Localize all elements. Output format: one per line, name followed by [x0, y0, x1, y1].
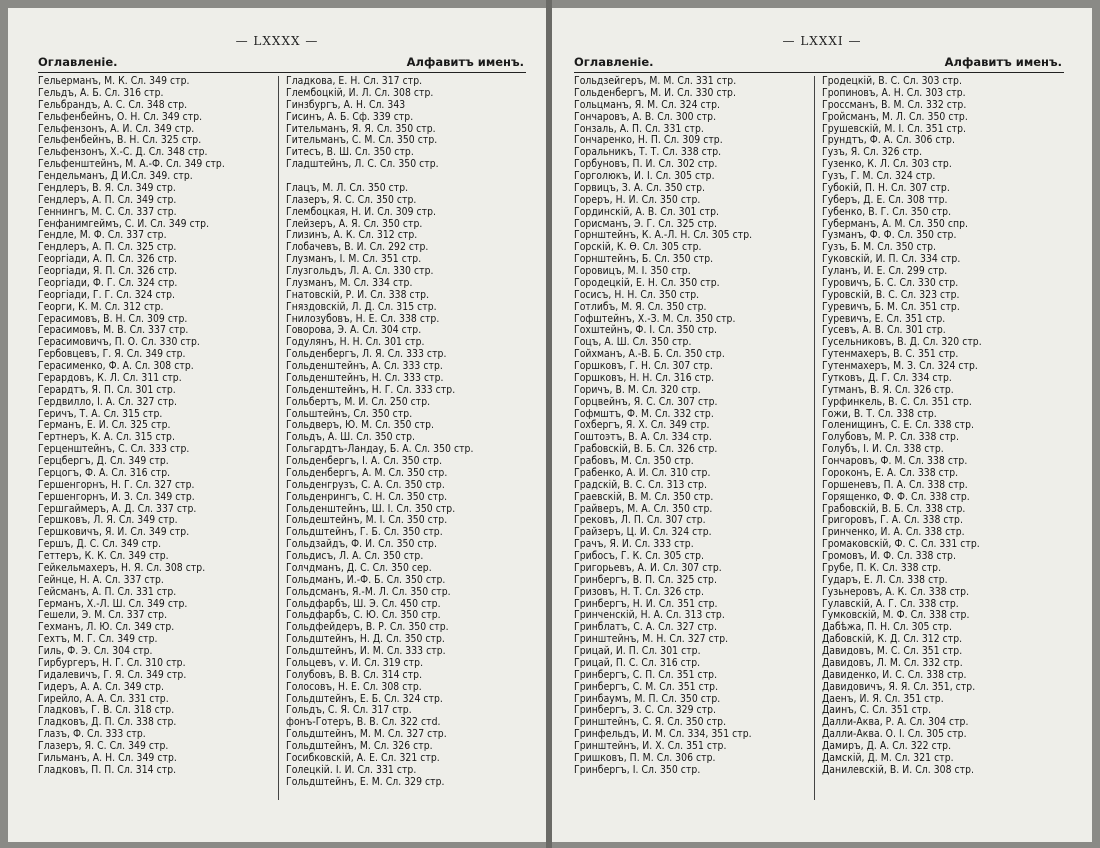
index-entry: Герасименко, Ф. А. Сл. 308 стр. — [38, 360, 194, 372]
index-entry: Горвицъ, З. А. Сл. 350 стр. — [574, 181, 706, 194]
index-entry: Гольгардтъ-Ландау, Б. А. Сл. 350 стр. — [286, 443, 474, 456]
index-entry: Гринштейнъ, М. Н. Сл. 327 стр. — [574, 633, 729, 646]
index-entry: Гельдъ, А. Б. Сл. 316 стр. — [38, 86, 164, 99]
index-entry: Данилевскій, В. И. Сл. 308 стр. — [822, 763, 975, 776]
index-entry: Гутковъ, Д. Г. Сл. 334 стр. — [822, 371, 952, 384]
index-entry: Готлибъ, М. Я. Сл. 350 стр. — [574, 300, 707, 313]
index-entry: Гринблатъ, С. А. Сл. 327 стр. — [574, 621, 717, 634]
index-entry: Грабовскій, В. Б. Сл. 326 стр. — [574, 443, 718, 456]
header-index: Алфавитъ именъ. — [944, 55, 1062, 69]
index-entry: Грековъ, Л. П. Сл. 307 стр. — [574, 514, 706, 527]
index-entry: Гинзбургъ, А. Н. Сл. 343 — [286, 98, 406, 111]
index-entry: Гольденштейнъ, Ш. І. Сл. 350 стр. — [286, 502, 456, 515]
index-entry: Глазъ, Ф. Сл. 333 стр. — [38, 728, 146, 741]
index-entry: Горовицъ, М. І. 350 стр. — [574, 265, 691, 277]
index-entry: Гладковъ, Д. П. Сл. 338 стр. — [38, 716, 177, 729]
index-entry: Гусельниковъ, В. Д. Сл. 320 стр. — [822, 336, 982, 349]
index-entry: Гольденбергъ, А. М. Сл. 350 стр. — [286, 466, 448, 479]
index-entry: Германъ, Е. И. Сл. 325 стр. — [38, 419, 171, 432]
index-entry: Гончаровъ, А. В. Сл. 300 стр. — [574, 110, 717, 123]
index-entry: Глейзеръ, А. Я. Сл. 350 стр. — [286, 217, 423, 230]
index-entry: Гольденбергъ, М. И. Сл. 330 стр. — [574, 86, 736, 99]
index-entry: Гузенко, К. Л. Сл. 303 стр. — [822, 158, 952, 171]
index-entry: Госибковскій, А. Е. Сл. 321 стр. — [286, 751, 440, 764]
index-entry: Гешели, Э. М. Сл. 337 стр. — [38, 609, 168, 622]
index-entry: Гринбергъ, Н. И. Сл. 351 стр. — [574, 597, 718, 610]
index-entry: Гореръ, Н. И. Сл. 350 стр. — [574, 193, 701, 206]
index-entry: Гольдештейнъ, М. І. Сл. 350 стр. — [286, 514, 448, 527]
index-entry: Гольштейнъ, Сл. 350 стр. — [286, 407, 413, 420]
index-entry: Давидовъ, М. С. Сл. 351 стр. — [822, 645, 963, 657]
index-entry: Гельбрандъ, А. С. Сл. 348 стр. — [38, 98, 188, 111]
index-entry: Годулянъ, Н. Н. Сл. 301 стр. — [286, 336, 425, 349]
index-entry: Гершенгорнъ, И. З. Сл. 349 стр. — [38, 490, 195, 503]
index-entry: Гусевъ, А. В. Сл. 301 стр. — [822, 324, 946, 337]
index-entry: Глацъ, М. Л. Сл. 350 стр. — [286, 181, 409, 194]
right-page — [552, 8, 1092, 842]
column-divider — [814, 76, 815, 800]
index-entry: Грибосъ, Г. К. Сл. 305 стр. — [574, 550, 705, 562]
index-entry: Гулавскій, А. Г. Сл. 338 стр. — [822, 597, 959, 610]
index-entry: Горбуновъ, П. И. Сл. 302 стр. — [574, 158, 718, 171]
index-entry: Герасимовъ, М. В. Сл. 337 стр. — [38, 324, 189, 337]
index-entry: Глузманъ, І. М. Сл. 351 стр. — [286, 253, 422, 266]
column-right — [286, 76, 526, 789]
index-entry: Даинъ, С. Сл. 351 стр. — [822, 704, 932, 717]
index-entry: Гринченскій, Н. А. Сл. 313 стр. — [574, 609, 725, 622]
index-entry: Гроссманъ, В. М. Сл. 332 стр. — [822, 98, 967, 111]
index-entry: Гутенмахеръ, М. З. Сл. 324 стр. — [822, 360, 978, 372]
index-entry: Гладковъ, Г. В. Сл. 318 стр. — [38, 704, 175, 717]
page-number: — LXXXI — — [782, 34, 862, 48]
index-entry: Горцвейнъ, Я. С. Сл. 307 стр. — [574, 395, 718, 408]
index-entry: Голубовъ, М. Р. Сл. 338 стр. — [822, 431, 959, 444]
index-entry: Григоровъ, Г. А. Сл. 338 стр. — [822, 514, 963, 527]
index-entry: Георги, К. М. Сл. 312 стр. — [38, 300, 164, 313]
index-entry: Гендлеръ, А. П. Сл. 349 стр. — [38, 193, 177, 206]
index-entry: Гельерманъ, М. К. Сл. 349 стр. — [38, 75, 190, 87]
index-entry: Гожи, В. Т. Сл. 338 стр. — [822, 407, 937, 420]
index-entry: Гельфензонъ, Х.-С. Д. Сл. 348 стр. — [38, 146, 208, 159]
index-entry: Горисманъ, Э. Г. Сл. 325 стр. — [574, 217, 718, 230]
index-entry: Георгіади, Ф. Г. Сл. 324 стр. — [38, 276, 178, 289]
column-left — [574, 76, 814, 777]
index-entry: Гольдштейнъ, Е. Б. Сл. 324 стр. — [286, 692, 443, 705]
index-entry: Давиденко, И. С. Сл. 338 стр. — [822, 668, 967, 681]
index-entry: Гительманъ, С. М. Сл. 350 стр. — [286, 134, 438, 147]
index-entry: Гринченко, И. А. Сл. 338 стр. — [822, 526, 965, 539]
column-left — [38, 76, 278, 777]
index-entry: Гришковъ, П. М. Сл. 306 стр. — [574, 751, 716, 764]
index-entry: Грицай, П. С. Сл. 316 стр. — [574, 656, 701, 669]
index-entry: Грубе, П. К. Сл. 338 стр. — [822, 561, 942, 574]
index-entry: Гладштейнъ, Л. С. Сл. 350 стр. — [286, 158, 439, 171]
header-rule — [38, 72, 526, 73]
index-entry: Гитесъ, В. Ш. Сл. 350 стр. — [286, 146, 414, 159]
index-entry: Глизинъ, А. К. Сл. 312 стр. — [286, 229, 418, 242]
index-entry: фонъ-Готеръ, В. В. Сл. 322 стd. — [286, 716, 441, 729]
header-contents: Оглавленіе. — [574, 55, 654, 69]
index-entry: Гендлеръ, А. П. Сл. 325 стр. — [38, 241, 177, 254]
index-entry: Дабовскій, К. Д. Сл. 312 стр. — [822, 633, 963, 646]
index-entry: Давидовъ, Л. М. Сл. 332 стр. — [822, 656, 963, 669]
index-entry: Гняздовскій, Л. Д. Сл. 315 стр. — [286, 300, 437, 313]
index-entry: Гендлеръ, В. Я. Сл. 349 стр. — [38, 181, 176, 194]
index-entry: Дамскій, Д. М. Сл. 321 стр. — [822, 751, 954, 764]
index-entry: Горскій, К. Ѳ. Сл. 305 стр. — [574, 241, 702, 254]
index-entry: Гольцевъ, ѵ. И. Сл. 319 стр. — [286, 656, 424, 669]
header-rule — [574, 72, 1064, 73]
index-entry: Генфанимгеймъ, С. И. Сл. 349 стр. — [38, 217, 210, 230]
index-entry: Гольденштейнъ, Н. Сл. 333 стр. — [286, 371, 444, 384]
index-entry: Гройсманъ, М. Л. Сл. 350 стр. — [822, 110, 968, 123]
index-entry: Гершковъ, Л. Я. Сл. 349 стр. — [38, 514, 178, 527]
index-entry: Гительманъ, Я. Я. Сл. 350 стр. — [286, 122, 436, 135]
index-entry: Глембоцкій, И. Л. Сл. 308 стр. — [286, 86, 434, 99]
index-entry: Гринбергъ, В. П. Сл. 325 стр. — [574, 573, 717, 586]
index-entry: Глембоцкая, Н. И. Сл. 309 стр. — [286, 205, 437, 218]
index-entry: Гоцъ, А. Ш. Сл. 350 стр. — [574, 336, 692, 349]
index-entry: Гонзаль, А. П. Сл. 331 стр. — [574, 122, 704, 135]
index-entry: Гольдзейгеръ, М. М. Сл. 331 стр. — [574, 75, 737, 87]
index-entry: Герцбергъ, Д. Сл. 349 стр. — [38, 455, 169, 467]
index-entry: Громаковскій, Ф. С. Сл. 331 стр. — [822, 538, 980, 551]
index-entry: Горнштейнъ, К. А.-Л. Н. Сл. 305 стр. — [574, 229, 753, 242]
index-entry: Гейкельмахеръ, Н. Я. Сл. 308 стр. — [38, 561, 206, 574]
index-entry: Гольденгрузъ, С. А. Сл. 350 стр. — [286, 478, 445, 491]
index-entry: Грайверъ, М. А. Сл. 350 стр. — [574, 502, 713, 515]
index-entry: Гохштейнъ, Ф. І. Сл. 350 стр. — [574, 324, 718, 337]
index-entry: Глазеръ, Я. С. Сл. 350 стр. — [286, 193, 417, 206]
index-entry: Гумковскій, М. Ф. Сл. 338 стр. — [822, 609, 970, 622]
index-entry: Гельфенштейнъ, М. А.-Ф. Сл. 349 стр. — [38, 158, 225, 171]
index-entry: Горнштейнъ, Б. Сл. 350 стр. — [574, 253, 714, 266]
index-entry: Громовъ, И. Ф. Сл. 338 стр. — [822, 550, 956, 562]
index-entry: Герасимовичъ, П. О. Сл. 330 стр. — [38, 336, 200, 349]
index-entry: Гирейло, А. А. Сл. 331 стр. — [38, 692, 169, 705]
index-entry: Геричъ, Т. А. Сл. 315 стр. — [38, 407, 163, 420]
index-entry: Гершенгорнъ, Н. Г. Сл. 327 стр. — [38, 478, 195, 491]
index-entry: Гординскій, А. В. Сл. 301 стр. — [574, 205, 720, 218]
index-entry: Гидалевичъ, Г. Я. Сл. 349 стр. — [38, 668, 187, 681]
index-entry: Гольдманъ, И.-Ф. Б. Сл. 350 стр. — [286, 573, 446, 586]
index-entry: Гуревичъ, Е. Сл. 351 стр. — [822, 312, 946, 325]
index-entry: Гутенмахеръ, В. С. 351 стр. — [822, 348, 959, 361]
index-entry: Герценштейнъ, С. Сл. 333 стр. — [38, 443, 190, 456]
index-entry: Гольдштейнъ, И. М. Сл. 333 стр. — [286, 645, 446, 657]
index-entry: Гуланъ, И. Е. Сл. 299 стр. — [822, 265, 948, 277]
index-entry: Гуковскій, И. П. Сл. 334 стр. — [822, 253, 961, 266]
page-number: — LXXXX — — [235, 34, 319, 48]
index-entry: Голчдманъ, Д. С. Сл. 350 сер. — [286, 561, 432, 574]
index-entry: Дабѣжа, П. Н. Сл. 305 стр. — [822, 621, 952, 634]
index-entry: Георгіади, А. П. Сл. 326 стр. — [38, 253, 178, 266]
index-entry: Горшковъ, Г. Н. Сл. 307 стр. — [574, 360, 713, 372]
index-entry: Грабовъ, М. Сл. 350 стр. — [574, 455, 694, 467]
index-entry: Говорова, Э. А. Сл. 304 стр. — [286, 324, 422, 337]
index-entry: Гольдфарбъ, Ш. Э. Сл. 450 стр. — [286, 597, 441, 610]
index-entry: Гринштейнъ, И. Х. Сл. 351 стр. — [574, 740, 727, 752]
column-right — [822, 76, 1062, 777]
index-entry: Давидовичъ, Я. Я. Сл. 351, стр. — [822, 680, 976, 693]
index-entry: Гутманъ, В. Я. Сл. 326 стр. — [822, 383, 954, 396]
index-entry: Горященко, Ф. Ф. Сл. 338 стр. — [822, 490, 970, 503]
index-entry: Голубъ, І. И. Сл. 338 стр. — [822, 443, 944, 456]
index-entry: Горичъ, В. М. Сл. 320 стр. — [574, 383, 701, 396]
index-entry: Гольдзайдъ, Ф. И. Сл. 350 стр. — [286, 538, 437, 551]
index-entry: Гербовцевъ, Г. Я. Сл. 349 стр. — [38, 348, 186, 361]
index-entry: Гольденштейнъ, А. Сл. 333 стр. — [286, 360, 443, 372]
index-entry: Гольдштейнъ, Н. Д. Сл. 350 стр. — [286, 633, 445, 646]
index-entry: Гнилозубовъ, Н. Е. Сл. 338 стр. — [286, 312, 440, 325]
index-entry: Глазеръ, Я. С. Сл. 349 стр. — [38, 740, 169, 752]
index-entry: Гузъ, Б. М. Сл. 350 стр. — [822, 241, 937, 254]
index-entry: Грицай, И. П. Сл. 301 стр. — [574, 645, 701, 657]
index-entry: Грушевскій, М. І. Сл. 351 стр. — [822, 122, 967, 135]
index-entry: Гузъ, Г. М. Сл. 324 стр. — [822, 170, 936, 182]
index-entry: Геннингъ, М. С. Сл. 337 стр. — [38, 205, 177, 218]
index-entry: Гороконъ, Е. А. Сл. 338 стр. — [822, 466, 959, 479]
index-entry: Голенищинъ, С. Е. Сл. 338 стр. — [822, 419, 975, 432]
index-entry: Гольбертъ, М. И. Сл. 250 стр. — [286, 395, 431, 408]
index-entry: Гропиновъ, А. Н. Сл. 303 стр. — [822, 86, 966, 99]
index-entry: Гольдверъ, Ю. М. Сл. 350 стр. — [286, 419, 434, 432]
index-entry: Гольденштейнъ, Н. Г. Сл. 333 стр. — [286, 383, 456, 396]
index-entry: Гендле, М. Ф. Сл. 337 стр. — [38, 229, 167, 242]
index-entry: Гольдсманъ, Я.-М. Л. Сл. 350 стр. — [286, 585, 451, 598]
index-entry: Гончаренко, Н. П. Сл. 309 стр. — [574, 134, 723, 147]
index-entry: Геттеръ, К. К. Сл. 349 стр. — [38, 550, 169, 562]
index-entry: Гродецкій, В. С. Сл. 303 стр. — [822, 75, 962, 87]
index-entry: Гринбергъ, С. М. Сл. 351 стр. — [574, 680, 719, 693]
index-entry: Дамиръ, Д. А. Сл. 322 стр. — [822, 740, 952, 752]
index-entry: Гладкова, Е. Н. Сл. 317 стр. — [286, 75, 423, 87]
index-entry: Гончаровъ, Ф. М. Сл. 338 стр. — [822, 455, 968, 467]
left-page — [8, 8, 546, 842]
index-entry: Далли-Аква. О. І. Сл. 305 стр. — [822, 728, 967, 741]
index-entry: Гладковъ, П. П. Сл. 314 стр. — [38, 763, 177, 776]
index-entry: Гольдштейнъ, Е. М. Сл. 329 стр. — [286, 775, 445, 788]
index-entry: Гольдштейнъ, Г. Б. Сл. 350 стр. — [286, 526, 443, 539]
index-entry: Гольдисъ, Л. А. Сл. 350 стр. — [286, 550, 424, 562]
index-entry: Голубовъ, В. В. Сл. 314 стр. — [286, 668, 423, 681]
index-entry: Гольдштейнъ, М. Сл. 326 стр. — [286, 740, 433, 752]
index-entry: Гидеръ, А. А. Сл. 349 стр. — [38, 680, 165, 693]
index-entry: Гердвилло, І. А. Сл. 327 стр. — [38, 395, 177, 408]
index-entry: Глузманъ, М. Сл. 334 стр. — [286, 276, 413, 289]
header-index: Алфавитъ именъ. — [406, 55, 524, 69]
index-entry: Гузьнеровъ, А. К. Сл. 338 стр. — [822, 585, 970, 598]
index-entry: Гринбергъ, З. С. Сл. 329 стр. — [574, 704, 717, 717]
index-entry: Губерманъ, А. М. Сл. 350 спр. — [822, 217, 968, 230]
index-entry: Гольдфарбъ, С. Ю. Сл. 350 стр. — [286, 609, 441, 622]
index-entry: Глобачевъ, В. И. Сл. 292 стр. — [286, 241, 429, 254]
index-entry: Гершъ, Д. С. Сл. 349 стр. — [38, 538, 162, 551]
header-contents: Оглавленіе. — [38, 55, 118, 69]
index-entry: Горшковъ, Н. Н. Сл. 316 стр. — [574, 371, 715, 384]
index-entry: Губокій, П. Н. Сл. 307 стр. — [822, 181, 950, 194]
index-entry: Георгіади, Я. П. Сл. 326 стр. — [38, 265, 178, 277]
index-entry: Граевскій, В. М. Сл. 350 стр. — [574, 490, 714, 503]
index-entry: Гринштейнъ, С. Я. Сл. 350 стр. — [574, 716, 727, 729]
index-entry: Гохбергъ, Я. Х. Сл. 349 стр. — [574, 419, 710, 432]
index-entry: Герцогъ, Ф. А. Сл. 316 стр. — [38, 466, 171, 479]
index-entry: Голосовъ, Н. Е. Сл. 308 стр. — [286, 680, 422, 693]
index-entry: Гринбергъ, С. П. Сл. 351 стр. — [574, 668, 718, 681]
index-entry: Гиль, Ф. Э. Сл. 304 стр. — [38, 645, 153, 657]
index-entry: Гехтъ, М. Г. Сл. 349 стр. — [38, 633, 158, 646]
index-entry: Гофштейнъ, Х.-З. М. Сл. 350 стр. — [574, 312, 736, 325]
index-entry: Гузманъ, Ф. Ф. Сл. 350 стр. — [822, 229, 957, 242]
index-entry: Гольдъ, А. Ш. Сл. 350 стр. — [286, 431, 416, 444]
index-entry: Гольденбергъ, І. А. Сл. 350 стр. — [286, 455, 443, 467]
index-entry: Гендельманъ, Д И.Сл. 349. стр. — [38, 170, 193, 182]
index-entry: Гейсманъ, А. П. Сл. 331 стр. — [38, 585, 177, 598]
index-entry: Грундтъ, Ф. А. Сл. 306 стр. — [822, 134, 955, 147]
index-entry: Гершгаймеръ, А. Д. Сл. 337 стр. — [38, 502, 197, 515]
index-entry: Гузъ, Я. Сл. 326 стр. — [822, 146, 923, 159]
index-entry: Гринфельдъ, И. М. Сл. 334, 351 стр. — [574, 728, 752, 741]
index-entry: Григорьевъ, А. И. Сл. 307 стр. — [574, 561, 722, 574]
index-entry: Гойхманъ, А.-В. Б. Сл. 350 стр. — [574, 348, 725, 361]
index-entry: Гринбаумъ, М. П. Сл. 350 стр. — [574, 692, 721, 705]
index-entry: Гертнеръ, К. А. Сл. 315 стр. — [38, 431, 175, 444]
index-entry: Гейнце, Н. А. Сл. 337 стр. — [38, 573, 164, 586]
index-entry: Гехманъ, Л. Ю. Сл. 349 стр. — [38, 621, 175, 634]
index-entry: Грайзеръ, Ц. И. Сл. 324 стр. — [574, 526, 712, 539]
index-entry: Гирбургеръ, Н. Г. Сл. 310 стр. — [38, 656, 186, 669]
index-entry: Гуровскій, В. С. Сл. 323 стр. — [822, 288, 960, 301]
index-entry: Грачъ, Я. И. Сл. 333 стр. — [574, 538, 694, 551]
index-entry: Гисинъ, А. Б. Сф. 339 стр. — [286, 110, 414, 123]
index-entry: Горголюкъ, И. І. Сл. 305 стр. — [574, 170, 715, 182]
index-entry: Голецкій. І. И. Сл. 331 стр. — [286, 763, 417, 776]
index-entry: Георгіади, Г. Г. Сл. 324 стр. — [38, 288, 176, 301]
index-entry: Гольденбергъ, Л. Я. Сл. 333 стр. — [286, 348, 447, 361]
index-entry: Гельфенбейнъ, О. Н. Сл. 349 стр. — [38, 110, 203, 123]
index-entry: Герасимовъ, В. Н. Сл. 309 стр. — [38, 312, 188, 325]
index-entry: Грабовскій, В. Б. Сл. 338 стр. — [822, 502, 966, 515]
index-entry: Гринбергъ, І. Сл. 350 стр. — [574, 763, 701, 776]
index-entry: Гуревичъ, Б. М. Сл. 351 стр. — [822, 300, 960, 313]
index-entry: Гельфенбейнъ, В. Н. Сл. 325 стр. — [38, 134, 202, 147]
index-entry: Далли-Аква, Р. А. Сл. 304 стр. — [822, 716, 969, 729]
index-entry: Гольдштейнъ, М. М. Сл. 327 стр. — [286, 728, 447, 741]
index-entry: Губенко, В. Г. Сл. 350 стр. — [822, 205, 952, 218]
index-entry: Гольдфейдеръ, В. Р. Сл. 350 стр. — [286, 621, 449, 634]
index-entry: Гельфензонъ, А. И. Сл. 349 стр. — [38, 122, 195, 135]
index-entry: Градскій, В. С. Сл. 313 стр. — [574, 478, 707, 491]
index-entry: Госисъ, Н. Н. Сл. 350 стр. — [574, 288, 700, 301]
index-entry: Городецкій, Е. Н. Сл. 350 стр. — [574, 276, 720, 289]
index-entry: Гнатовскій, Р. И. Сл. 338 стр. — [286, 288, 430, 301]
index-entry: Гофмштъ, Ф. М. Сл. 332 стр. — [574, 407, 714, 420]
index-entry: Гильманъ, А. Н. Сл. 349 стр. — [38, 751, 177, 764]
index-entry: Горальникъ, Т. Т. Сл. 338 стр. — [574, 146, 722, 159]
index-entry: Гершковичъ, Я. И. Сл. 349 стр. — [38, 526, 190, 539]
index-entry: Гольденрингъ, С. Н. Сл. 350 стр. — [286, 490, 448, 503]
index-entry: Герардовъ, К. Л. Сл. 311 стр. — [38, 371, 182, 384]
index-entry: Горшеневъ, П. А. Сл. 338 стр. — [822, 478, 968, 491]
index-entry: Гольцманъ, Я. М. Сл. 324 стр. — [574, 98, 721, 111]
index-entry: Гуровичъ, Б. С. Сл. 330 стр. — [822, 276, 959, 289]
index-entry: Герардтъ, Я. П. Сл. 301 стр. — [38, 383, 176, 396]
index-entry: Гольдъ, С. Я. Сл. 317 стр. — [286, 704, 412, 717]
index-entry: Грабенко, А. И. Сл. 310 стр. — [574, 466, 711, 479]
index-entry: Глузгольдъ, Л. А. Сл. 330 стр. — [286, 265, 434, 277]
index-entry: Гурфинкель, В. С. Сл. 351 стр. — [822, 395, 972, 408]
index-entry: Гризовъ, Н. Т. Сл. 326 стр. — [574, 585, 704, 598]
index-entry: Германъ, Х.-Л. Ш. Сл. 349 стр. — [38, 597, 188, 610]
index-entry: Губеръ, Д. Е. Сл. 308 ттр. — [822, 193, 948, 206]
index-entry: Даенъ, И. Я. Сл. 351 стр. — [822, 692, 944, 705]
column-divider — [278, 76, 279, 800]
index-entry: Гударъ, Е. Л. Сл. 338 стр. — [822, 573, 948, 586]
index-entry: Гоштоэтъ, В. А. Сл. 334 стр. — [574, 431, 712, 444]
